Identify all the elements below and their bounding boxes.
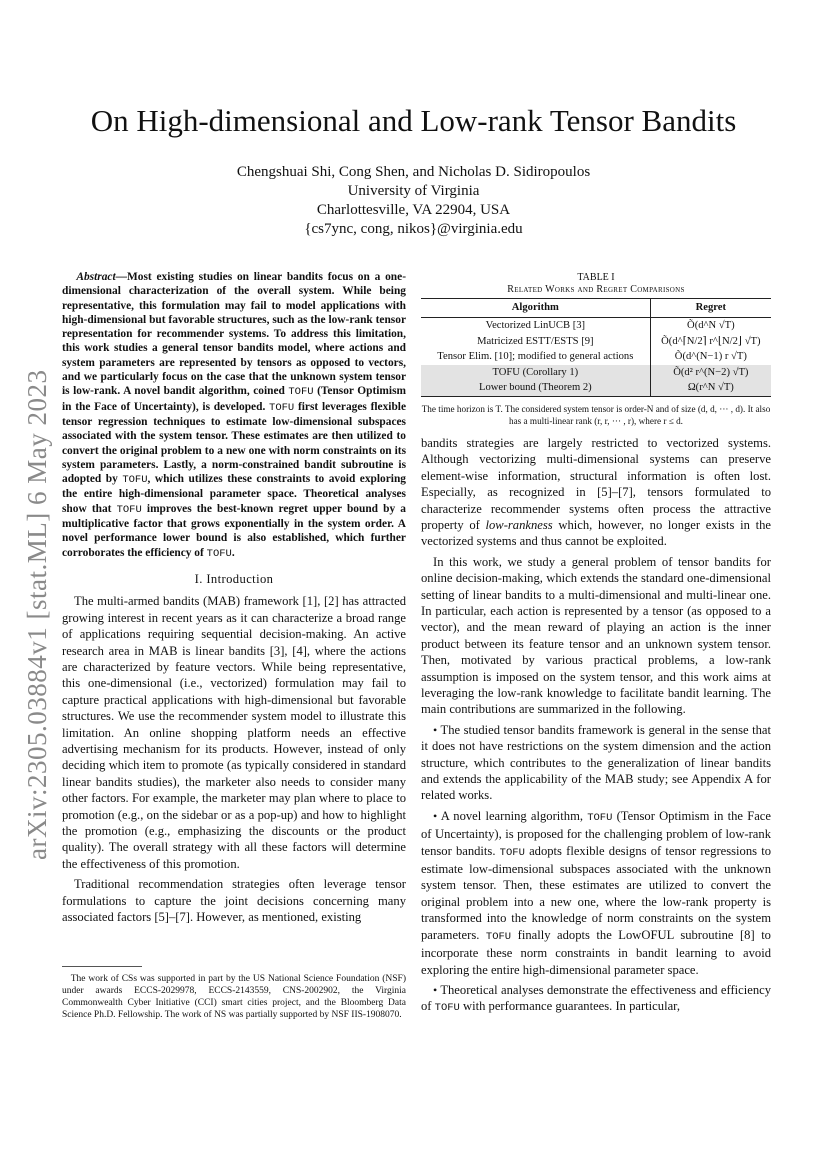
- abstract-text: first leverages flexible tensor regression techniques to estimate low-dimensional subspaces associated with the system tensor. These estimates are then utilized to convert the original problem to a new one with norm constraints on its system parameters. Lastly, a norm-constrained bandit subroutine is adopted by: [62, 400, 406, 486]
- abstract-text: , which utilizes these constraints to avoid exploring the entire high-dimensional parameter space. Theoretical analyses show that: [62, 473, 406, 515]
- contribution-bullet-2: [421, 808, 771, 978]
- bullet-text: A novel learning algorithm,: [440, 808, 588, 823]
- abstract-text: —Most existing studies on linear bandits focus on a one-dimensional characterization of the overall system. While being representative, this formulation may fail to model applications with high-dimensional but favorable structures, such as the low-rank tensor representation for recommender systems. To address this limitation, this work studies a general tensor bandits model, where actions and system parameters are represented by tensors as opposed to vectors, and we particularly focus on the case that the unknown system tensor is low-rank. A novel bandit algorithm, coined: [62, 271, 406, 398]
- table-cell-algorithm: Vectorized LinUCB [3]: [421, 318, 650, 334]
- intro-paragraph-1: The multi-armed bandits (MAB) framework [1], [2] has attracted growing interest in recent years as it can characterize a broad range of applications requiring sequential decision-making. An active research area in MAB is linear bandits [3], [4], where the actions are characterized by feature vectors. While being representative, this one-dimensional (i.e., vectorized) formulation may fail to capture practical applications with high-dimensional but favorable structures. We use the recommender system model to illustrate this limitation. An online shopping platform needs an effective advertising mechanism for its products. However, instead of only deciding which item to promote (as typically considered in standard linear bandits studies), the marketer also needs to consider many other factors. For example, the marketer may plan where to place to promotion (e.g., on the sidebar or as a pop-up) and how to highlight the promotion (e.g., emphasizing the discounts or the product quality). The overall strategy with all these factors will determine the effectiveness of this promotion.: [62, 594, 406, 871]
- intro-paragraph-2: Traditional recommendation strategies often leverage tensor formulations to capture the joint decisions concerning many associated factors [5]–[7]. However, as mentioned, existing: [62, 877, 406, 925]
- tofu-name: TOFU: [122, 474, 148, 487]
- table-label: TABLE I: [577, 272, 615, 283]
- table-header-row: [421, 299, 771, 318]
- table-header-algorithm: Algorithm: [421, 299, 650, 318]
- abstract-text: (Tensor Optimism in the Face of Uncertainty), is developed.: [62, 385, 407, 413]
- table-caption: Related Works and Regret Comparisons: [507, 284, 685, 295]
- table-cell-regret: Õ(d^(N−1) r √T): [674, 351, 747, 363]
- bullet-dot: •: [433, 982, 438, 997]
- table-row: [421, 334, 771, 350]
- table-row-highlighted: [421, 365, 771, 381]
- section-heading: I. Introduction: [194, 571, 274, 586]
- table-cell-regret: Õ(d^N √T): [687, 320, 735, 332]
- contribution-bullet-3: [421, 982, 771, 1017]
- contribution-bullet-1: [421, 722, 771, 804]
- table-cell-algorithm: Tensor Elim. [10]; modified to general actions: [421, 349, 650, 365]
- tofu-name: TOFU: [434, 1002, 460, 1015]
- table-cell-regret: Õ(d^⌈N/2⌉ r^⌊N/2⌋ √T): [661, 335, 761, 347]
- tofu-name: TOFU: [499, 846, 525, 859]
- bullet-text: with performance guarantees. In particular,: [459, 999, 680, 1014]
- abstract-text: improves the best-known regret upper bound by a multiplicative factor that grows exponentially in the system order. A novel performance lower bound is also established, which further corroborates the efficiency of: [62, 502, 406, 559]
- bullet-text: The studied tensor bandits framework is general in the sense that it does not have restrictions on the system dimension and the action structure, which contributes to the generalization of linear bandits and extends the applicability of the MAB study; see Appendix A for related works.: [421, 722, 771, 803]
- bullet-dot: •: [433, 808, 438, 823]
- footnote-text: The work of CSs was supported in part by the US National Science Foundation (NSF) under awards ECCS-2029978, ECCS-2143559, CNS-2002902, the Virginia Commonwealth Cyber Initiative (CCI) smart cities project, and the Bloomberg Data Science Ph.D. Fellowship. The work of NS was partially supported by NSF IIS-1908070.: [62, 974, 406, 1020]
- table-cell-algorithm: Lower bound (Theorem 2): [421, 380, 650, 396]
- author-email: {cs7ync, cong, nikos}@virginia.edu: [304, 221, 523, 237]
- abstract-text: .: [231, 546, 235, 559]
- table-row-highlighted: [421, 380, 771, 396]
- tofu-name: TOFU: [116, 503, 142, 516]
- author-address: Charlottesville, VA 22904, USA: [316, 202, 511, 218]
- tofu-name: TOFU: [269, 401, 295, 414]
- bullet-text: Theoretical analyses demonstrate the effectiveness and efficiency of: [421, 982, 772, 1014]
- paragraph-text: which, however, no longer exists in the vectorized systems and thus cannot be exploited.: [421, 517, 771, 549]
- table-header-regret: Regret: [650, 299, 771, 318]
- comparison-table: [421, 298, 771, 397]
- footnote: [62, 973, 406, 1021]
- paragraph-text: bandits strategies are largely restricted to vectorized systems. Although vectorizing multi-dimensional systems can preserve element-wise information, structural information is often lost. Especially, as recognized in [5]–[7], tensors formulated to characterize recommender systems often process the attractive property of: [421, 435, 771, 532]
- tofu-name: TOFU: [206, 547, 232, 560]
- abstract-label: Abstract: [76, 271, 116, 283]
- table-cell-algorithm: Matricized ESTT/ESTS [9]: [421, 334, 650, 350]
- author-affiliation: University of Virginia: [347, 183, 480, 199]
- right-paragraph-1: [421, 435, 771, 550]
- tofu-name: TOFU: [288, 386, 314, 399]
- author-block: [0, 163, 827, 239]
- bullet-text: finally adopts the LowOFUL subroutine [8] to incorporate these norm constraints in bandit learning to avoid exploring the entire high-dimensional parameter space.: [421, 927, 771, 977]
- bullet-text: (Tensor Optimism in the Face of Uncertainty), is proposed for the challenging problem of low-rank tensor bandits.: [421, 808, 771, 858]
- tofu-name: TOFU: [485, 930, 512, 943]
- table-cell-regret: Ω(r^N √T): [650, 380, 771, 396]
- bullet-text: adopts flexible designs of tensor regressions to estimate low-dimensional subspaces associated with the unknown system tensor. Then, these estimates are utilized to convert the original problem into a new one, where the low-rank property is transformed into the knowledge of norm constraints on the system parameters.: [421, 843, 771, 942]
- table-row: [421, 318, 771, 334]
- tofu-name: TOFU: [587, 811, 613, 824]
- bullet-dot: •: [433, 722, 438, 737]
- table-cell-regret: Õ(d² r^(N−2) √T): [650, 365, 771, 381]
- paper-title: On High-dimensional and Low-rank Tensor Bandits: [90, 103, 737, 138]
- table-row: [421, 349, 771, 365]
- left-column: [62, 270, 406, 929]
- arxiv-stamp: arXiv:2305.03884v1 [stat.ML] 6 May 2023: [22, 369, 52, 860]
- emphasis-text: low-rankness: [485, 517, 553, 532]
- right-paragraph-2: In this work, we study a general problem of tensor bandits for online decision-making, which extends the standard one-dimensional setting of linear bandits to a multi-dimensional and multi-linear one. In particular, each action is represented by a tensor (as opposed to a vector), and the mean reward of playing an action is the inner product between its feature tensor and an unknown system tensor. Then, motivated by various practical problems, a low-rank assumption is imposed on the system tensor, and this work aims at leveraging the low-rank knowledge to facilitate bandit learning. The main contributions are summarized in the following.: [421, 554, 771, 717]
- abstract: [62, 270, 406, 561]
- author-names: Chengshuai Shi, Cong Shen, and Nicholas D. Sidiropoulos: [236, 164, 591, 180]
- table-note: The time horizon is T. The considered system tensor is order-N and of size (d, d, ··· , d). It also has a multi-linear rank (r, r, ··· , r), where r ≤ d.: [421, 403, 771, 426]
- table-cell-algorithm: TOFU (Corollary 1): [421, 365, 650, 381]
- footnote-rule: [62, 966, 142, 967]
- right-column: [421, 272, 771, 1021]
